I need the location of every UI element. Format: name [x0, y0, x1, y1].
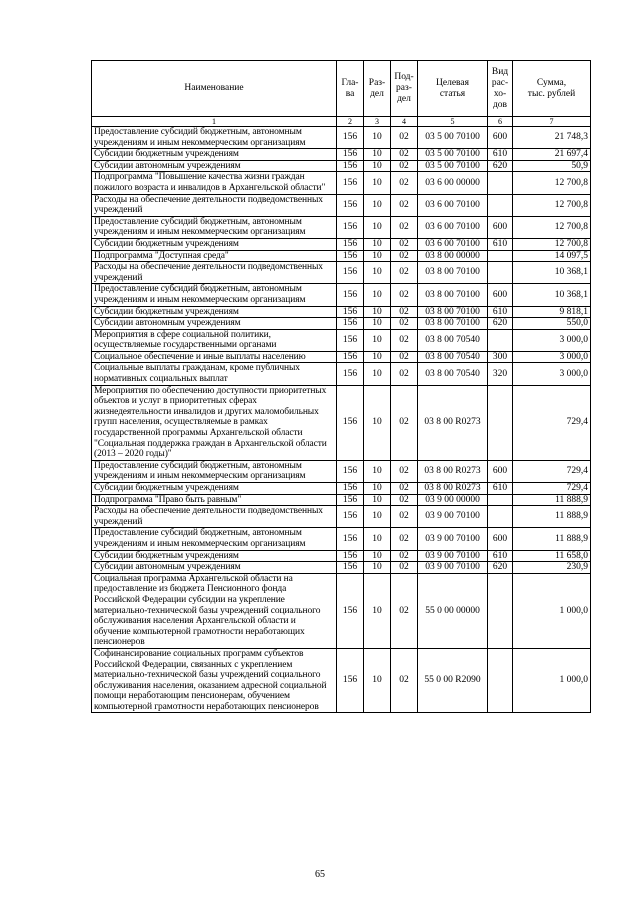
cell-podrazdel: 02 [391, 648, 418, 713]
table-row [92, 306, 591, 318]
cell-podrazdel: 02 [391, 284, 418, 306]
cell-name: Софинансирование социальных программ субъектов Российской Федерации, связанных с укреплением материально-технической базы учреждений социального обслуживания населения, оказанием адресной социальной помощи неработающим пенсионерам, обучением компьютерной грамотности неработающих пенсионеров [92, 648, 337, 713]
cell-razdel: 10 [364, 550, 391, 562]
column-number: 7 [513, 117, 591, 127]
cell-vid [488, 262, 513, 284]
cell-name: Субсидии бюджетным учреждениям [92, 149, 337, 161]
cell-razdel: 10 [364, 648, 391, 713]
cell-vid [488, 494, 513, 506]
table-row [92, 494, 591, 506]
cell-glava: 156 [337, 172, 364, 194]
column-number: 2 [337, 117, 364, 127]
cell-podrazdel: 02 [391, 562, 418, 574]
table-row [92, 149, 591, 161]
table-row [92, 329, 591, 351]
cell-sum: 1 000,0 [513, 648, 591, 713]
cell-stat: 03 8 00 70100 [418, 318, 488, 330]
table-row [92, 528, 591, 550]
cell-sum: 12 700,8 [513, 194, 591, 216]
cell-name: Субсидии бюджетным учреждениям [92, 483, 337, 495]
cell-razdel: 10 [364, 172, 391, 194]
cell-glava: 156 [337, 385, 364, 460]
cell-podrazdel: 02 [391, 149, 418, 161]
cell-razdel: 10 [364, 329, 391, 351]
cell-glava: 156 [337, 506, 364, 528]
cell-stat: 03 6 00 70100 [418, 194, 488, 216]
cell-vid [488, 329, 513, 351]
cell-vid: 610 [488, 306, 513, 318]
cell-sum: 12 700,8 [513, 216, 591, 238]
cell-vid [488, 385, 513, 460]
table-row [92, 363, 591, 385]
cell-podrazdel: 02 [391, 216, 418, 238]
cell-podrazdel: 02 [391, 172, 418, 194]
cell-vid: 620 [488, 562, 513, 574]
cell-glava: 156 [337, 250, 364, 262]
cell-name: Мероприятия в сфере социальной политики, осуществляемые государственными органами [92, 329, 337, 351]
cell-stat: 03 9 00 70100 [418, 562, 488, 574]
cell-name: Социальные выплаты гражданам, кроме публичных нормативных социальных выплат [92, 363, 337, 385]
cell-glava: 156 [337, 483, 364, 495]
budget-table [91, 60, 591, 713]
cell-glava: 156 [337, 127, 364, 149]
cell-stat: 03 9 00 70100 [418, 550, 488, 562]
table-row [92, 160, 591, 172]
cell-sum: 729,4 [513, 460, 591, 482]
cell-name: Подпрограмма "Доступная среда" [92, 250, 337, 262]
cell-sum: 3 000,0 [513, 329, 591, 351]
cell-stat: 03 8 00 70100 [418, 284, 488, 306]
header-podrazdel: Под- раз- дел [391, 61, 418, 117]
cell-razdel: 10 [364, 562, 391, 574]
cell-podrazdel: 02 [391, 573, 418, 648]
table-row [92, 250, 591, 262]
cell-vid: 600 [488, 460, 513, 482]
cell-stat: 03 8 00 70540 [418, 329, 488, 351]
cell-podrazdel: 02 [391, 385, 418, 460]
cell-name: Субсидии бюджетным учреждениям [92, 306, 337, 318]
cell-vid [488, 573, 513, 648]
cell-glava: 156 [337, 351, 364, 363]
page-number: 65 [315, 869, 325, 880]
cell-glava: 156 [337, 284, 364, 306]
cell-razdel: 10 [364, 160, 391, 172]
cell-podrazdel: 02 [391, 250, 418, 262]
column-number: 4 [391, 117, 418, 127]
cell-vid: 620 [488, 318, 513, 330]
cell-name: Субсидии автономным учреждениям [92, 562, 337, 574]
cell-razdel: 10 [364, 573, 391, 648]
cell-glava: 156 [337, 363, 364, 385]
cell-sum: 11 888,9 [513, 528, 591, 550]
column-numbers-row [92, 117, 591, 127]
cell-glava: 156 [337, 216, 364, 238]
table-row [92, 127, 591, 149]
cell-glava: 156 [337, 528, 364, 550]
table-row [92, 318, 591, 330]
cell-vid: 620 [488, 160, 513, 172]
table-row [92, 216, 591, 238]
cell-name: Предоставление субсидий бюджетным, автономным учреждениям и иным некоммерческим организациям [92, 127, 337, 149]
cell-sum: 9 818,1 [513, 306, 591, 318]
cell-name: Субсидии бюджетным учреждениям [92, 238, 337, 250]
cell-stat: 03 9 00 70100 [418, 506, 488, 528]
cell-name: Субсидии автономным учреждениям [92, 160, 337, 172]
table-row [92, 351, 591, 363]
cell-sum: 3 000,0 [513, 351, 591, 363]
cell-sum: 14 097,5 [513, 250, 591, 262]
cell-name: Расходы на обеспечение деятельности подведомственных учреждений [92, 194, 337, 216]
cell-podrazdel: 02 [391, 506, 418, 528]
cell-glava: 156 [337, 648, 364, 713]
cell-podrazdel: 02 [391, 194, 418, 216]
column-number: 3 [364, 117, 391, 127]
cell-stat: 03 9 00 00000 [418, 494, 488, 506]
table-row [92, 573, 591, 648]
table-row [92, 550, 591, 562]
table-row [92, 262, 591, 284]
cell-stat: 03 6 00 70100 [418, 216, 488, 238]
cell-podrazdel: 02 [391, 460, 418, 482]
cell-razdel: 10 [364, 494, 391, 506]
cell-podrazdel: 02 [391, 306, 418, 318]
cell-razdel: 10 [364, 149, 391, 161]
cell-name: Социальное обеспечение и иные выплаты населению [92, 351, 337, 363]
cell-sum: 12 700,8 [513, 172, 591, 194]
cell-glava: 156 [337, 494, 364, 506]
cell-podrazdel: 02 [391, 550, 418, 562]
budget-page [91, 60, 590, 713]
header-row [92, 61, 591, 117]
header-razdel: Раз- дел [364, 61, 391, 117]
cell-razdel: 10 [364, 306, 391, 318]
table-row [92, 284, 591, 306]
cell-stat: 03 9 00 70100 [418, 528, 488, 550]
cell-sum: 3 000,0 [513, 363, 591, 385]
cell-name: Социальная программа Архангельской области на предоставление из бюджета Пенсионного фонда Российской Федерации субсидии на укрепление материально-технической базы учреждений социального обслуживания населения Архангельской области и обучение компьютерной грамотности неработающих пенсионеров [92, 573, 337, 648]
cell-razdel: 10 [364, 216, 391, 238]
cell-stat: 03 8 00 R0273 [418, 385, 488, 460]
cell-glava: 156 [337, 318, 364, 330]
header-name: Наименование [92, 61, 337, 117]
cell-razdel: 10 [364, 351, 391, 363]
table-row [92, 562, 591, 574]
cell-stat: 03 5 00 70100 [418, 127, 488, 149]
column-number: 1 [92, 117, 337, 127]
cell-name: Подпрограмма "Повышение качества жизни граждан пожилого возраста и инвалидов в Архангельской области" [92, 172, 337, 194]
cell-stat: 55 0 00 R2090 [418, 648, 488, 713]
cell-stat: 03 8 00 R0273 [418, 483, 488, 495]
cell-glava: 156 [337, 194, 364, 216]
cell-vid [488, 506, 513, 528]
cell-glava: 156 [337, 262, 364, 284]
cell-glava: 156 [337, 562, 364, 574]
cell-razdel: 10 [364, 250, 391, 262]
cell-podrazdel: 02 [391, 494, 418, 506]
header-summa: Сумма, тыс. рублей [513, 61, 591, 117]
cell-sum: 10 368,1 [513, 284, 591, 306]
cell-razdel: 10 [364, 528, 391, 550]
cell-sum: 230,9 [513, 562, 591, 574]
cell-stat: 03 8 00 70540 [418, 351, 488, 363]
cell-podrazdel: 02 [391, 160, 418, 172]
cell-name: Мероприятия по обеспечению доступности приоритетных объектов и услуг в приоритетных сферах жизнедеятельности инвалидов и других маломобильных групп населения, осуществляемые в рамках государственной программы Архангельской области "Социальная поддержка граждан в Архангельской области (2013 – 2020 годы)" [92, 385, 337, 460]
cell-podrazdel: 02 [391, 329, 418, 351]
cell-sum: 11 888,9 [513, 494, 591, 506]
cell-sum: 11 658,0 [513, 550, 591, 562]
cell-vid: 610 [488, 483, 513, 495]
cell-stat: 55 0 00 00000 [418, 573, 488, 648]
cell-sum: 21 697,4 [513, 149, 591, 161]
cell-name: Предоставление субсидий бюджетным, автономным учреждениям и иным некоммерческим организациям [92, 216, 337, 238]
cell-razdel: 10 [364, 460, 391, 482]
table-row [92, 238, 591, 250]
cell-stat: 03 5 00 70100 [418, 160, 488, 172]
cell-podrazdel: 02 [391, 351, 418, 363]
cell-vid: 320 [488, 363, 513, 385]
cell-vid [488, 172, 513, 194]
cell-vid: 600 [488, 127, 513, 149]
header-glava: Гла- ва [337, 61, 364, 117]
cell-vid: 600 [488, 528, 513, 550]
table-row [92, 483, 591, 495]
cell-sum: 550,0 [513, 318, 591, 330]
header-vid: Вид рас- хо- дов [488, 61, 513, 117]
table-row [92, 506, 591, 528]
cell-razdel: 10 [364, 194, 391, 216]
cell-podrazdel: 02 [391, 318, 418, 330]
cell-razdel: 10 [364, 385, 391, 460]
cell-sum: 12 700,8 [513, 238, 591, 250]
cell-sum: 11 888,9 [513, 506, 591, 528]
cell-podrazdel: 02 [391, 238, 418, 250]
cell-glava: 156 [337, 160, 364, 172]
cell-stat: 03 8 00 70100 [418, 306, 488, 318]
cell-razdel: 10 [364, 483, 391, 495]
cell-vid [488, 250, 513, 262]
cell-stat: 03 5 00 70100 [418, 149, 488, 161]
cell-vid [488, 194, 513, 216]
cell-stat: 03 6 00 00000 [418, 172, 488, 194]
cell-vid: 600 [488, 284, 513, 306]
cell-sum: 10 368,1 [513, 262, 591, 284]
cell-glava: 156 [337, 238, 364, 250]
cell-sum: 21 748,3 [513, 127, 591, 149]
column-number: 6 [488, 117, 513, 127]
cell-glava: 156 [337, 573, 364, 648]
cell-name: Предоставление субсидий бюджетным, автономным учреждениям и иным некоммерческим организациям [92, 460, 337, 482]
cell-sum: 729,4 [513, 483, 591, 495]
cell-razdel: 10 [364, 318, 391, 330]
cell-podrazdel: 02 [391, 127, 418, 149]
cell-vid: 600 [488, 216, 513, 238]
cell-name: Субсидии автономным учреждениям [92, 318, 337, 330]
table-row [92, 172, 591, 194]
column-number: 5 [418, 117, 488, 127]
cell-vid: 610 [488, 149, 513, 161]
cell-name: Подпрограмма "Право быть равным" [92, 494, 337, 506]
table-body [92, 127, 591, 713]
table-row [92, 194, 591, 216]
header-stat: Целевая статья [418, 61, 488, 117]
cell-podrazdel: 02 [391, 262, 418, 284]
cell-podrazdel: 02 [391, 483, 418, 495]
cell-stat: 03 8 00 R0273 [418, 460, 488, 482]
cell-podrazdel: 02 [391, 528, 418, 550]
cell-name: Расходы на обеспечение деятельности подведомственных учреждений [92, 262, 337, 284]
cell-stat: 03 8 00 70540 [418, 363, 488, 385]
table-row [92, 648, 591, 713]
cell-vid [488, 648, 513, 713]
cell-razdel: 10 [364, 363, 391, 385]
cell-razdel: 10 [364, 506, 391, 528]
cell-glava: 156 [337, 306, 364, 318]
cell-stat: 03 6 00 70100 [418, 238, 488, 250]
cell-razdel: 10 [364, 238, 391, 250]
cell-sum: 1 000,0 [513, 573, 591, 648]
table-row [92, 460, 591, 482]
cell-vid: 300 [488, 351, 513, 363]
cell-stat: 03 8 00 70100 [418, 262, 488, 284]
cell-glava: 156 [337, 550, 364, 562]
cell-name: Субсидии бюджетным учреждениям [92, 550, 337, 562]
cell-name: Расходы на обеспечение деятельности подведомственных учреждений [92, 506, 337, 528]
cell-vid: 610 [488, 238, 513, 250]
cell-stat: 03 8 00 00000 [418, 250, 488, 262]
cell-name: Предоставление субсидий бюджетным, автономным учреждениям и иным некоммерческим организациям [92, 284, 337, 306]
cell-glava: 156 [337, 460, 364, 482]
cell-razdel: 10 [364, 284, 391, 306]
cell-glava: 156 [337, 329, 364, 351]
cell-sum: 729,4 [513, 385, 591, 460]
table-row [92, 385, 591, 460]
cell-glava: 156 [337, 149, 364, 161]
cell-podrazdel: 02 [391, 363, 418, 385]
cell-razdel: 10 [364, 127, 391, 149]
cell-vid: 610 [488, 550, 513, 562]
cell-name: Предоставление субсидий бюджетным, автономным учреждениям и иным некоммерческим организациям [92, 528, 337, 550]
cell-sum: 50,9 [513, 160, 591, 172]
cell-razdel: 10 [364, 262, 391, 284]
